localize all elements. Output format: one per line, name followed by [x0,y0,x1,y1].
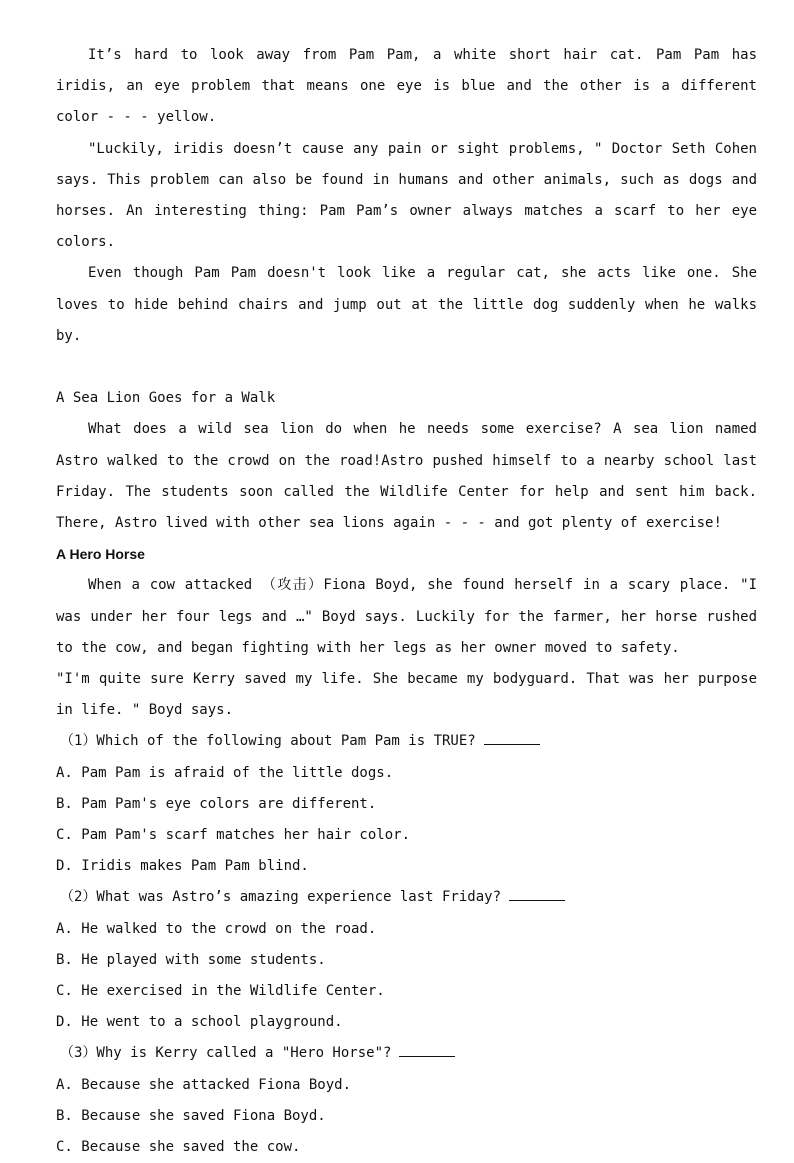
option-d: D. He went to a school playground. [56,1014,343,1031]
story3-title: A Hero Horse [56,546,145,563]
story3-paragraph-1: When a cow attacked （攻击）Fiona Boyd, she found herself in a scary place. "I was under her four legs and …" Boyd says. Luckily for the farmer, her horse rushed to the cow, and began fighting with her legs as her owner moved to safety. [56,577,757,656]
question-stem: （3）Why is Kerry called a "Hero Horse"? [56,1038,757,1069]
option-a: A. He walked to the crowd on the road. [56,920,377,937]
spacer [56,352,757,383]
story2-title: A Sea Lion Goes for a Walk [56,390,276,407]
question-2 [56,882,757,1038]
question-stem: （1）Which of the following about Pam Pam is TRUE? [56,726,757,757]
option-b: B. He played with some students. [56,951,326,968]
story1-paragraph-2: "Luckily, iridis doesn’t cause any pain or sight problems, " Doctor Seth Cohen says. This problem can also be found in humans and other animals, such as dogs and horses. An interesting thing: Pam Pam’s owner always matches a scarf to her eye colors. [56,140,757,251]
option-c: C. Pam Pam's scarf matches her hair color. [56,827,411,844]
story2-paragraph-1: What does a wild sea lion do when he needs some exercise? A sea lion named Astro walked to the crowd on the road!Astro pushed himself to a nearby school last Friday. The students soon called the Wildlife Center for help and sent him back. There, Astro lived with other sea lions again - - - and got plenty of exercise! [56,421,757,532]
option-c: C. Because she saved the cow. [56,1139,301,1156]
option-b: B. Because she saved Fiona Boyd. [56,1107,326,1124]
story3-paragraph-2: "I'm quite sure Kerry saved my life. She became my bodyguard. That was her purpose in life. " Boyd says. [56,671,757,719]
story1-paragraph-1: It’s hard to look away from Pam Pam, a white short hair cat. Pam Pam has iridis, an eye problem that means one eye is blue and the other is a different color - - - yellow. [56,47,757,126]
question-stem: （2）What was Astro’s amazing experience last Friday? [56,882,757,913]
option-a: A. Pam Pam is afraid of the little dogs. [56,764,394,781]
question-3 [56,1038,757,1163]
answer-blank[interactable] [399,1042,455,1057]
answer-blank[interactable] [484,730,540,745]
answer-blank[interactable] [509,886,565,901]
option-a: A. Because she attacked Fiona Boyd. [56,1076,352,1093]
option-d: D. Iridis makes Pam Pam blind. [56,858,309,875]
question-1 [56,726,757,882]
option-c: C. He exercised in the Wildlife Center. [56,983,385,1000]
story1-paragraph-3: Even though Pam Pam doesn't look like a regular cat, she acts like one. She loves to hide behind chairs and jump out at the little dog suddenly when he walks by. [56,265,757,344]
option-b: B. Pam Pam's eye colors are different. [56,795,377,812]
